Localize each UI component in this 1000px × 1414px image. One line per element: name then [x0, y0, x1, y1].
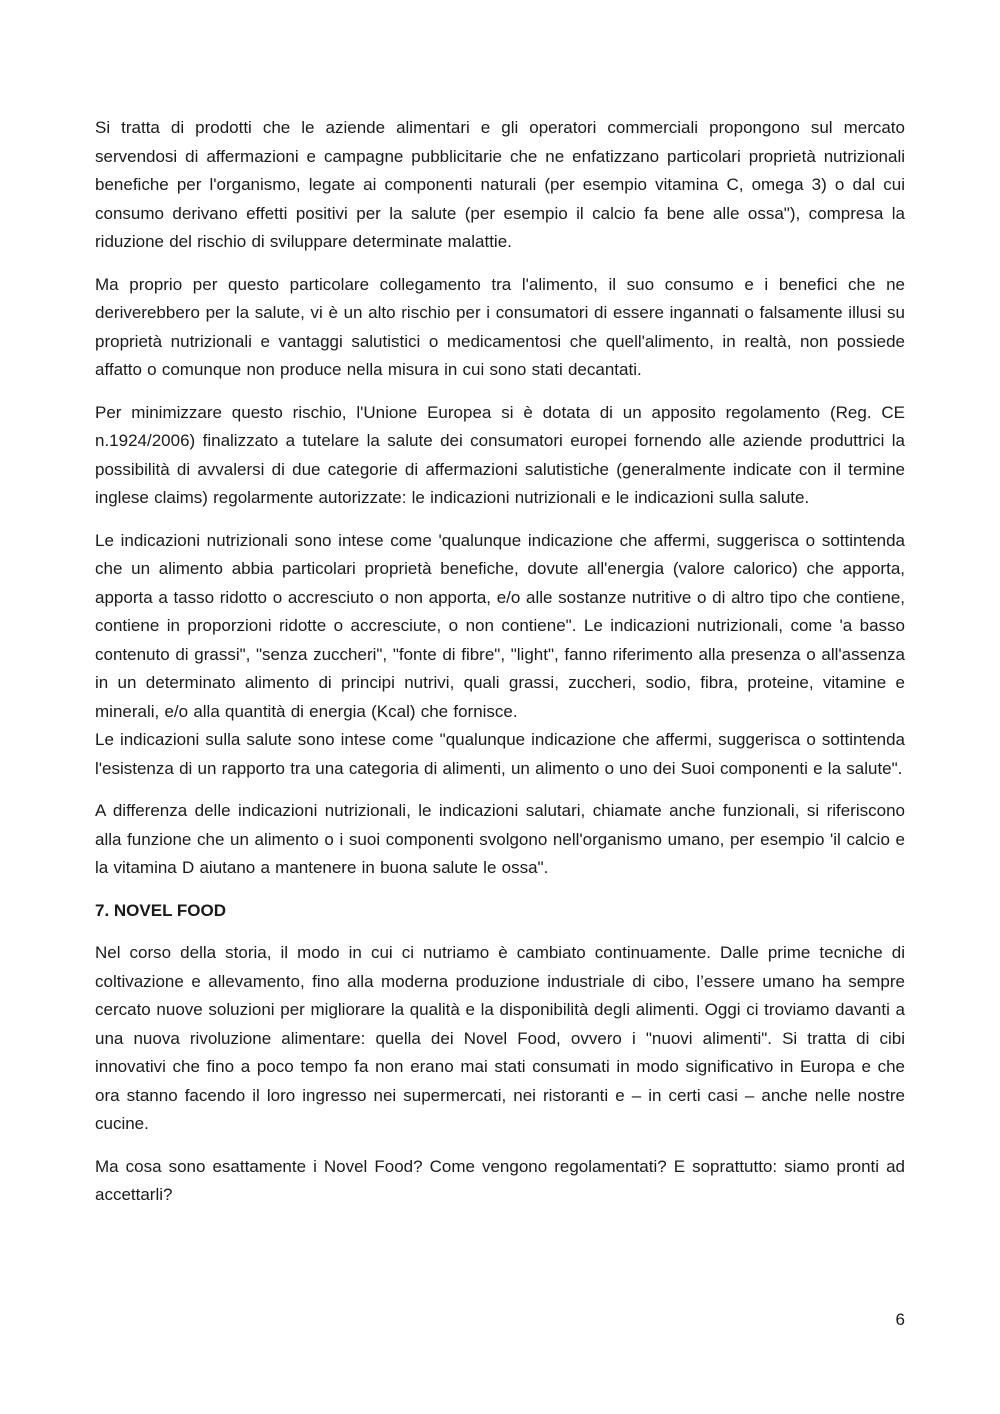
paragraph-consumer-risk: Ma proprio per questo particolare collegamento tra l'alimento, il suo consumo e i benefici che ne deriverebbero per la salute, vi è un alto rischio per i consumatori di essere ingannati o falsamente illusi su proprietà nutrizionali e vantaggi salutistici o medicamentosi che quell'alimento, in realtà, non possiede affatto o comunque non produce nella misura in cui sono stati decantati. — [95, 274, 905, 379]
paragraph-health-products: Si tratta di prodotti che le aziende alimentari e gli operatori commerciali propongono sul mercato servendosi di affermazioni e campagne pubblicitarie che ne enfatizzano particolari proprietà nutrizionali benefiche per l'organismo, legate ai componenti naturali (per esempio vitamina C, omega 3) o dal cui consumo derivano effetti positivi per la salute (per esempio il calcio fa bene alle ossa"), compresa la riduzione del rischio di sviluppare determinate malattie. — [95, 118, 905, 251]
paragraph-health-claims: Le indicazioni sulla salute sono intese come "qualunque indicazione che affermi, suggerisca o sottintenda l'esistenza di un rapporto tra una categoria di alimenti, un alimento o uno dei Suoi componenti e la salute". — [95, 730, 905, 778]
paragraph-eu-regulation: Per minimizzare questo rischio, l'Unione Europea si è dotata di un apposito regolamento (Reg. CE n.1924/2006) finalizzato a tutelare la salute dei consumatori europei fornendo alle aziende produttrici la possibilità di avvalersi di due categorie di affermazioni salutistiche (generalmente indicate con il termine inglese claims) regolarmente autorizzate: le indicazioni nutrizionali e le indicazioni sulla salute. — [95, 402, 905, 507]
section-heading: 7. NOVEL FOOD — [95, 900, 226, 920]
page-number: 6 — [895, 1310, 905, 1329]
paragraph-novel-food-intro: Nel corso della storia, il modo in cui ci nutriamo è cambiato continuamente. Dalle prime tecniche di coltivazione e allevamento, fino alla moderna produzione industriale di cibo, l’essere umano ha sempre cercato nuove soluzioni per migliorare la qualità e la disponibilità degli alimenti. Oggi ci troviamo davanti a una nuova rivoluzione alimentare: quella dei Novel Food, ovvero i "nuovi alimenti". Si tratta di cibi innovativi che fino a poco tempo fa non erano mai stati consumati in modo significativo in Europa e che ora stanno facendo il loro ingresso nei supermercati, nei ristoranti e – in certi casi – anche nelle nostre cucine. — [95, 943, 905, 1133]
paragraph-novel-food-questions: Ma cosa sono esattamente i Novel Food? Come vengono regolamentati? E soprattutto: siamo pronti ad accettarli? — [95, 1156, 905, 1204]
document-page-body — [95, 114, 905, 1224]
paragraph-nutrition-claims: Le indicazioni nutrizionali sono intese come 'qualunque indicazione che affermi, suggerisca o sottintenda che un alimento abbia particolari proprietà benefiche, dovute all'energia (valore calorico) che apporta, apporta a tasso ridotto o accresciuto o non apporta, e/o alle sostanze nutritive o di altro tipo che contiene, contiene in proporzioni ridotte o accresciute, o non contiene". Le indicazioni nutrizionali, come 'a basso contenuto di grassi", "senza zuccheri", "fonte di fibre", "light", fanno riferimento alla presenza o all'assenza in un determinato alimento di principi nutrivi, quali grassi, zuccheri, sodio, fibra, proteine, vitamine e minerali, e/o alla quantità di energia (Kcal) che fornisce. — [95, 530, 905, 721]
paragraph-functional-claims: A differenza delle indicazioni nutrizionali, le indicazioni salutari, chiamate anche funzionali, si riferiscono alla funzione che un alimento o i suoi componenti svolgono nell'organismo umano, per esempio 'il calcio e la vitamina D aiutano a mantenere in buona salute le ossa". — [95, 801, 905, 877]
